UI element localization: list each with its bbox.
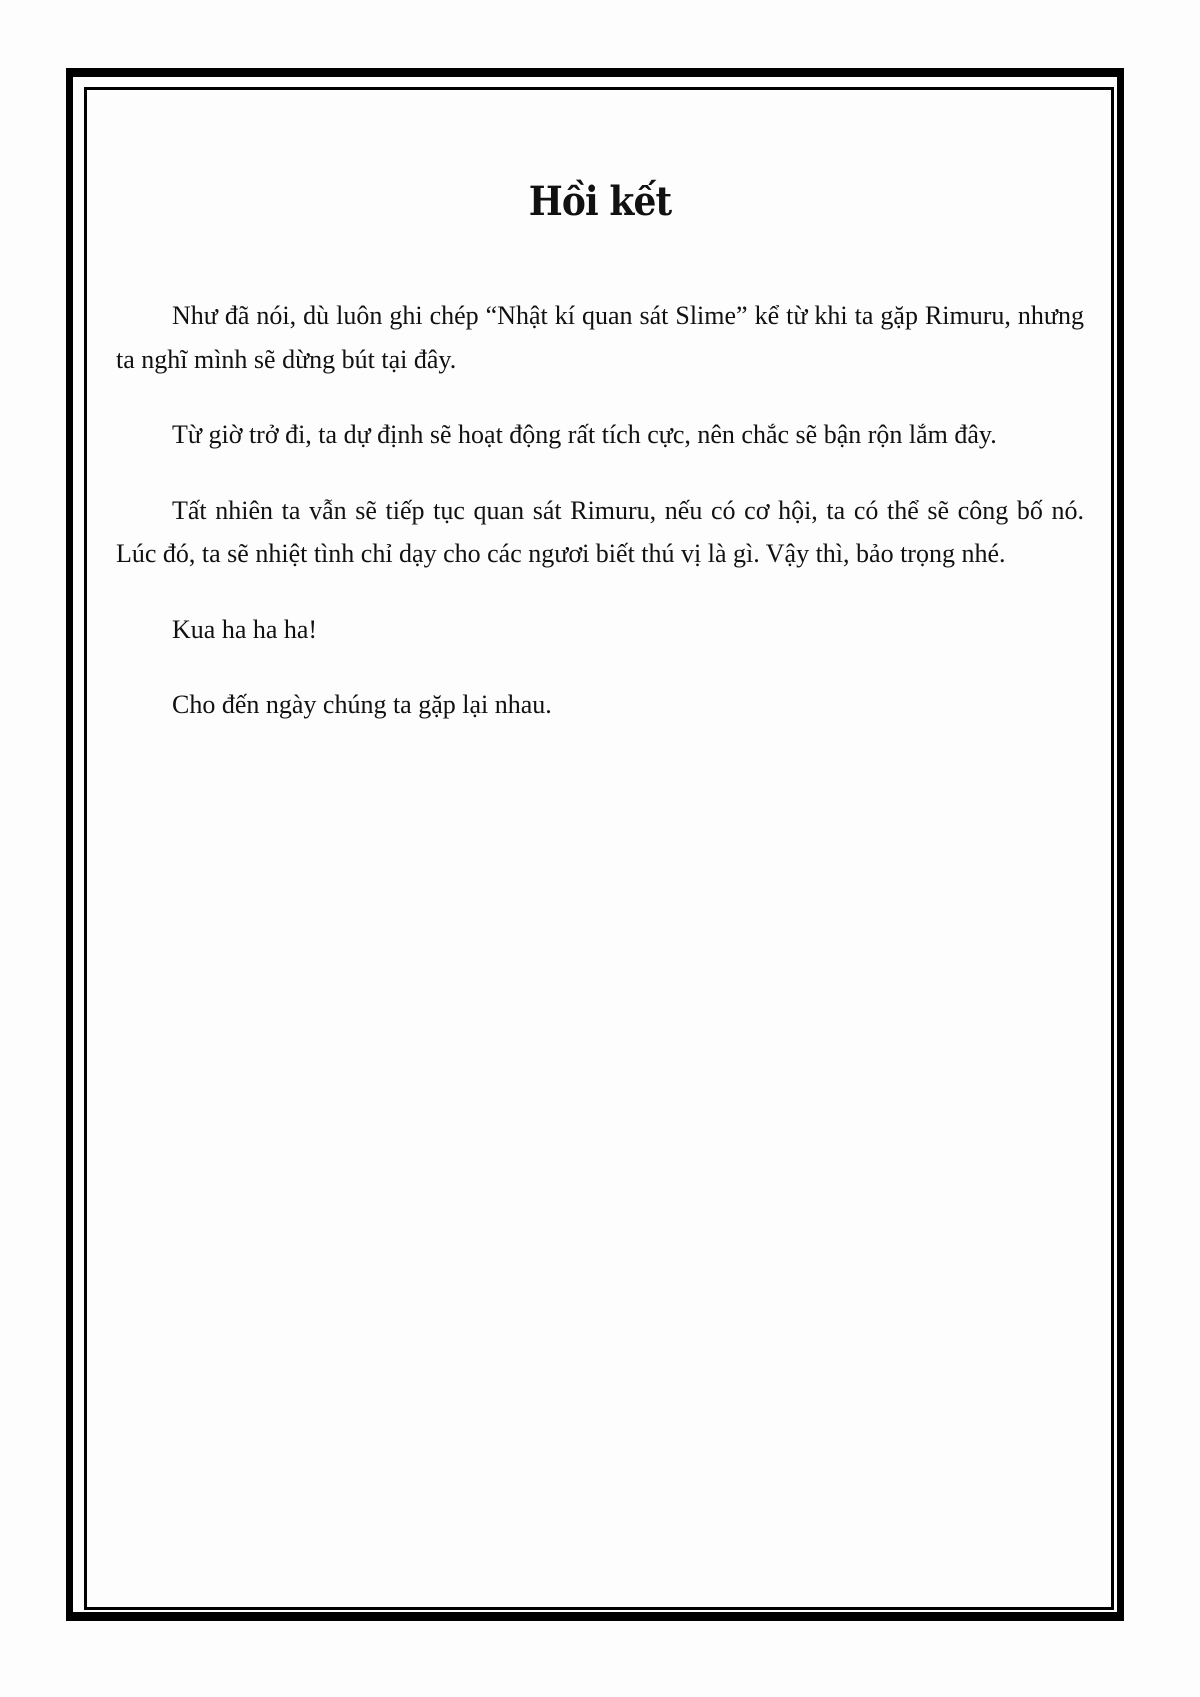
paragraph: Như đã nói, dù luôn ghi chép “Nhật kí quan sát Slime” kể từ khi ta gặp Rimuru, nhưng ta nghĩ mình sẽ dừng bút tại đây. [116, 301, 1084, 374]
paragraph: Từ giờ trở đi, ta dự định sẽ hoạt động rất tích cực, nên chắc sẽ bận rộn lắm đây. [172, 420, 997, 449]
chapter-body [116, 294, 1084, 759]
paragraph: Cho đến ngày chúng ta gặp lại nhau. [172, 690, 552, 719]
chapter-title: Hồi kết [528, 178, 672, 225]
paragraph: Kua ha ha ha! [172, 614, 318, 644]
paragraph: Tất nhiên ta vẫn sẽ tiếp tục quan sát Rimuru, nếu có cơ hội, ta có thể sẽ công bố nó. Lúc đó, ta sẽ nhiệt tình chỉ dạy cho các ngươi biết thú vị là gì. Vậy thì, bảo trọng nhé. [116, 495, 1084, 568]
